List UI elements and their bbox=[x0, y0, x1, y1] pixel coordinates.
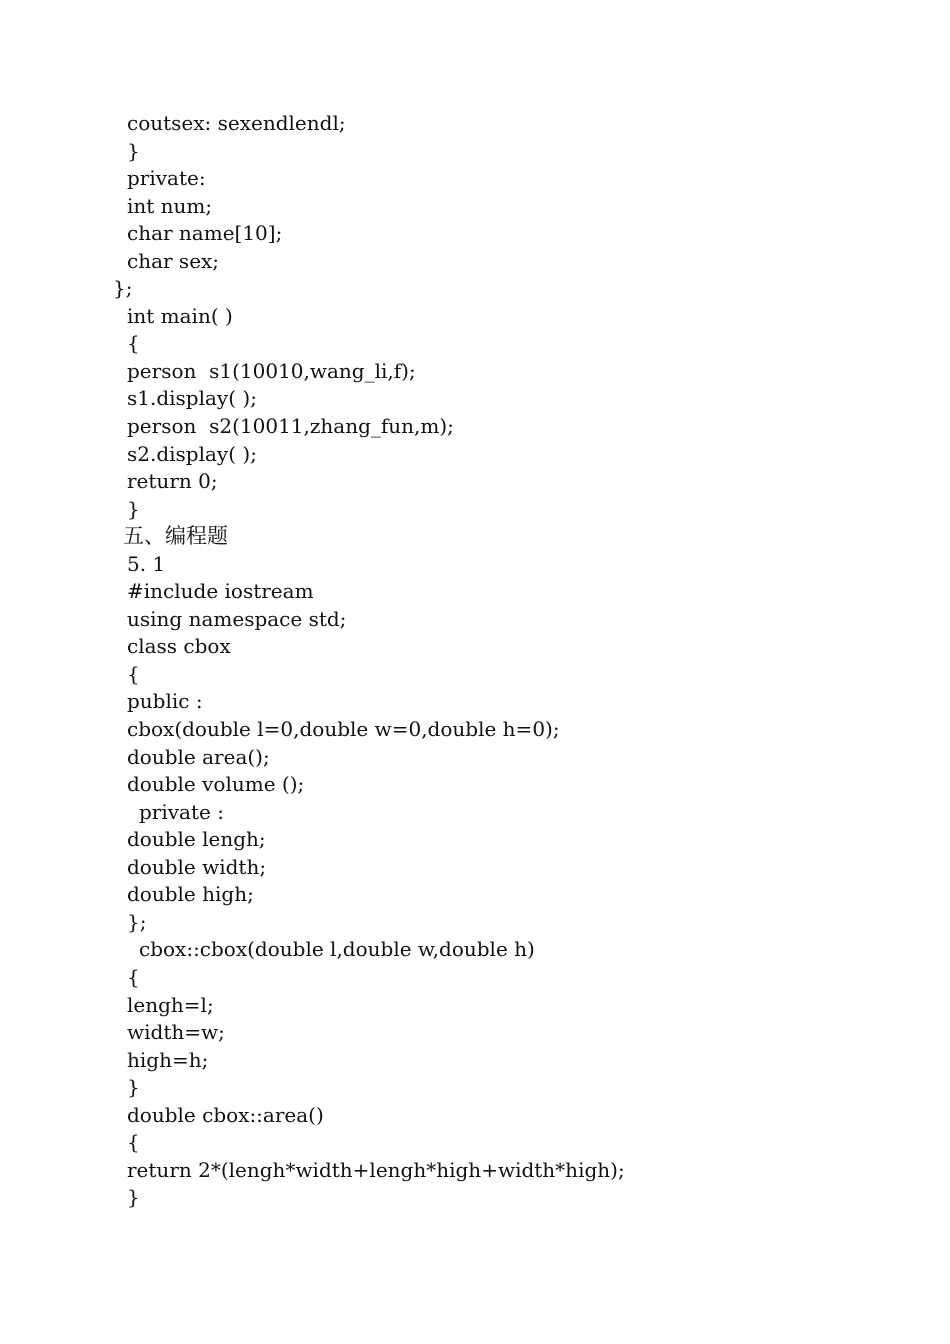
section-heading: 五、编程题 bbox=[123, 524, 228, 549]
code-line: return 2*(lengh*width+lengh*high+width*high); bbox=[127, 1157, 625, 1182]
code-line: s1.display( ); bbox=[127, 386, 257, 411]
code-line: high=h; bbox=[127, 1047, 209, 1072]
code-line: double volume (); bbox=[127, 772, 305, 797]
code-line: width=w; bbox=[127, 1020, 225, 1045]
code-line: { bbox=[127, 964, 140, 989]
code-line: public : bbox=[127, 689, 203, 714]
code-line: } bbox=[127, 1075, 140, 1100]
code-line: double width; bbox=[127, 854, 267, 879]
code-line: private : bbox=[139, 799, 224, 824]
code-line: double lengh; bbox=[127, 827, 266, 852]
code-line: double cbox::area() bbox=[127, 1102, 324, 1127]
code-line: cbox::cbox(double l,double w,double h) bbox=[139, 937, 535, 962]
question-number: 5. 1 bbox=[127, 551, 166, 576]
code-line: }; bbox=[113, 276, 133, 301]
code-line: #include iostream bbox=[127, 579, 314, 604]
code-line: double area(); bbox=[127, 744, 270, 769]
code-line: }; bbox=[127, 909, 147, 934]
code-line: char name[10]; bbox=[127, 221, 283, 246]
code-line: coutsex: sexendlendl; bbox=[127, 111, 346, 135]
code-line: { bbox=[127, 331, 140, 356]
code-line: } bbox=[127, 496, 140, 521]
code-line: char sex; bbox=[127, 248, 220, 273]
code-line: class cbox bbox=[127, 634, 231, 659]
code-line: cbox(double l=0,double w=0,double h=0); bbox=[127, 717, 560, 742]
code-line: person s2(10011,zhang_fun,m); bbox=[127, 414, 454, 439]
code-line: { bbox=[127, 661, 140, 686]
code-line: } bbox=[127, 138, 140, 163]
code-line: } bbox=[127, 1185, 140, 1210]
code-line: s2.display( ); bbox=[127, 441, 257, 466]
code-line: lengh=l; bbox=[127, 992, 214, 1017]
code-line: { bbox=[127, 1130, 140, 1155]
code-line: private: bbox=[127, 166, 206, 191]
code-line: int num; bbox=[127, 193, 213, 218]
code-line: int main( ) bbox=[127, 303, 233, 328]
code-listing bbox=[0, 110, 950, 1212]
code-line: person s1(10010,wang_li,f); bbox=[127, 358, 416, 383]
code-line: double high; bbox=[127, 882, 254, 907]
code-line: using namespace std; bbox=[127, 606, 347, 631]
code-line: return 0; bbox=[127, 469, 218, 494]
